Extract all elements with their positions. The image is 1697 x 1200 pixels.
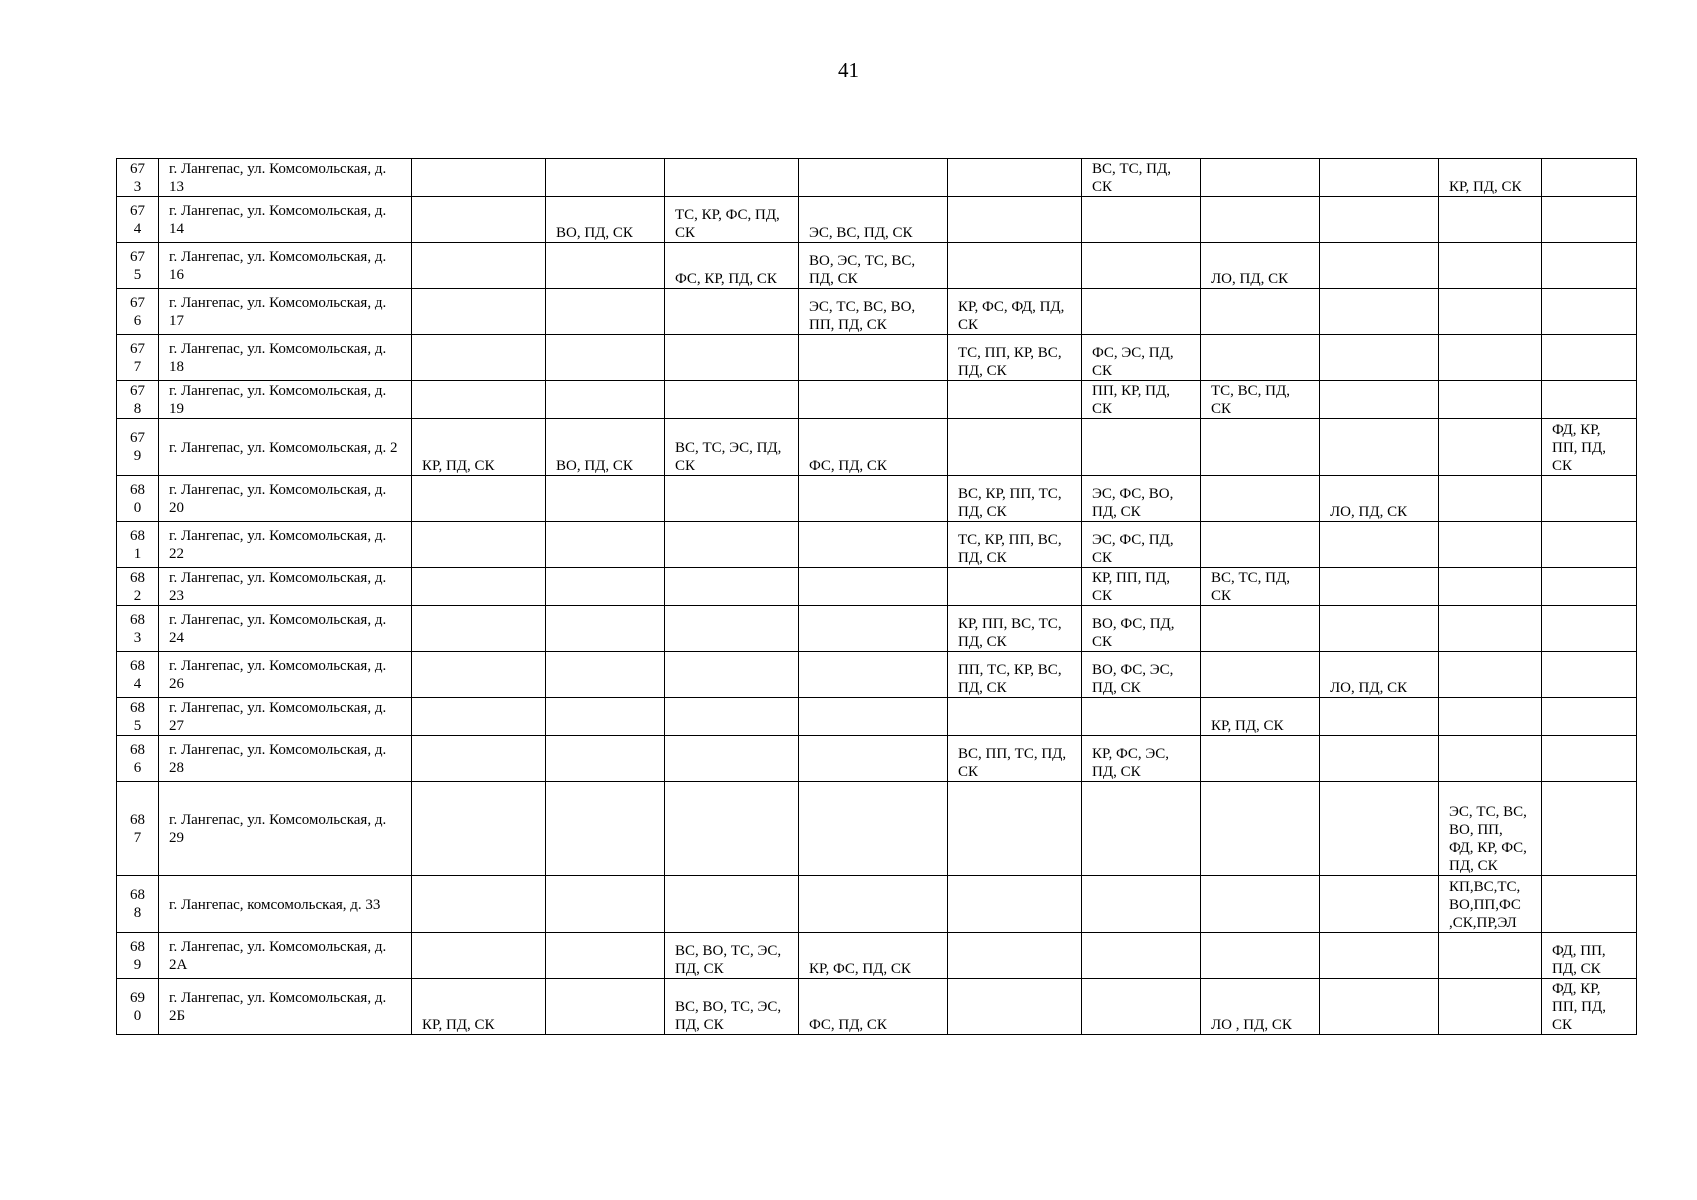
work-cell: ВС, ТС, ПД, СК bbox=[1201, 568, 1320, 606]
address-cell: г. Лангепас, ул. Комсомольская, д. 29 bbox=[159, 782, 412, 876]
work-cell bbox=[1201, 419, 1320, 476]
address-cell: г. Лангепас, комсомольская, д. 33 bbox=[159, 876, 412, 933]
work-cell bbox=[1542, 876, 1637, 933]
work-cell bbox=[412, 933, 546, 979]
work-cell: ЭС, ФС, ПД, СК bbox=[1082, 522, 1201, 568]
row-number: 67 3 bbox=[117, 159, 159, 197]
work-cell bbox=[1542, 652, 1637, 698]
work-cell: ЛО, ПД, СК bbox=[1320, 652, 1439, 698]
work-cell: ФС, ПД, СК bbox=[799, 419, 948, 476]
work-cell: КР, ПД, СК bbox=[412, 419, 546, 476]
work-cell bbox=[412, 476, 546, 522]
work-cell bbox=[948, 782, 1082, 876]
address-cell: г. Лангепас, ул. Комсомольская, д. 2Б bbox=[159, 979, 412, 1035]
work-cell bbox=[1542, 197, 1637, 243]
work-cell: ФД, КР, ПП, ПД, СК bbox=[1542, 419, 1637, 476]
work-cell bbox=[412, 782, 546, 876]
table-row bbox=[117, 876, 1637, 933]
work-cell bbox=[546, 243, 665, 289]
work-cell bbox=[1439, 568, 1542, 606]
work-cell: ФС, КР, ПД, СК bbox=[665, 243, 799, 289]
work-cell: КР, ФС, ПД, СК bbox=[799, 933, 948, 979]
work-cell: КР, ФС, ЭС, ПД, СК bbox=[1082, 736, 1201, 782]
work-cell: ВС, ПП, ТС, ПД, СК bbox=[948, 736, 1082, 782]
table-row bbox=[117, 289, 1637, 335]
work-cell: ВО, ПД, СК bbox=[546, 419, 665, 476]
work-cell bbox=[1320, 197, 1439, 243]
work-cell bbox=[948, 159, 1082, 197]
work-cell bbox=[1082, 289, 1201, 335]
work-cell bbox=[412, 243, 546, 289]
work-cell: ПП, КР, ПД, СК bbox=[1082, 381, 1201, 419]
work-cell bbox=[1320, 782, 1439, 876]
work-cell bbox=[948, 381, 1082, 419]
work-cell: ТС, ПП, КР, ВС, ПД, СК bbox=[948, 335, 1082, 381]
work-cell bbox=[1082, 419, 1201, 476]
work-cell: ЭС, ТС, ВС, ВО, ПП, ПД, СК bbox=[799, 289, 948, 335]
address-cell: г. Лангепас, ул. Комсомольская, д. 24 bbox=[159, 606, 412, 652]
work-cell bbox=[1082, 933, 1201, 979]
work-cell bbox=[948, 197, 1082, 243]
row-number: 68 7 bbox=[117, 782, 159, 876]
table-row bbox=[117, 782, 1637, 876]
work-cell bbox=[1082, 698, 1201, 736]
work-cell bbox=[546, 606, 665, 652]
work-cell bbox=[1542, 476, 1637, 522]
work-cell bbox=[799, 876, 948, 933]
work-cell bbox=[546, 476, 665, 522]
work-cell bbox=[412, 159, 546, 197]
work-cell bbox=[665, 782, 799, 876]
work-cell bbox=[1439, 335, 1542, 381]
row-number: 69 0 bbox=[117, 979, 159, 1035]
work-cell bbox=[1542, 736, 1637, 782]
work-cell: ЭС, ФС, ВО, ПД, СК bbox=[1082, 476, 1201, 522]
work-cell bbox=[1201, 335, 1320, 381]
work-cell: КП,ВС,ТС, ВО,ПП,ФС ,СК,ПР,ЭЛ bbox=[1439, 876, 1542, 933]
work-cell bbox=[665, 606, 799, 652]
work-cell: ВО, ФС, ПД, СК bbox=[1082, 606, 1201, 652]
work-cell: ТС, КР, ФС, ПД, СК bbox=[665, 197, 799, 243]
work-cell: ФС, ПД, СК bbox=[799, 979, 948, 1035]
row-number: 67 5 bbox=[117, 243, 159, 289]
work-cell bbox=[665, 335, 799, 381]
address-cell: г. Лангепас, ул. Комсомольская, д. 13 bbox=[159, 159, 412, 197]
work-cell bbox=[546, 568, 665, 606]
table-row bbox=[117, 197, 1637, 243]
work-cell: ВС, КР, ПП, ТС, ПД, СК bbox=[948, 476, 1082, 522]
table-row bbox=[117, 933, 1637, 979]
address-cell: г. Лангепас, ул. Комсомольская, д. 18 bbox=[159, 335, 412, 381]
table-row bbox=[117, 652, 1637, 698]
work-cell: ВО, ПД, СК bbox=[546, 197, 665, 243]
work-cell bbox=[799, 335, 948, 381]
row-number: 68 1 bbox=[117, 522, 159, 568]
row-number: 68 5 bbox=[117, 698, 159, 736]
table-row bbox=[117, 476, 1637, 522]
work-cell bbox=[948, 933, 1082, 979]
work-cell: ВС, ВО, ТС, ЭС, ПД, СК bbox=[665, 979, 799, 1035]
work-cell: ЛО , ПД, СК bbox=[1201, 979, 1320, 1035]
work-cell bbox=[1439, 197, 1542, 243]
row-number: 67 4 bbox=[117, 197, 159, 243]
row-number: 67 6 bbox=[117, 289, 159, 335]
work-cell bbox=[1082, 782, 1201, 876]
address-cell: г. Лангепас, ул. Комсомольская, д. 27 bbox=[159, 698, 412, 736]
work-cell bbox=[665, 476, 799, 522]
row-number: 68 4 bbox=[117, 652, 159, 698]
work-cell bbox=[546, 335, 665, 381]
work-cell: ЛО, ПД, СК bbox=[1201, 243, 1320, 289]
work-cell bbox=[1320, 381, 1439, 419]
work-cell bbox=[1439, 476, 1542, 522]
row-number: 68 6 bbox=[117, 736, 159, 782]
work-cell bbox=[1320, 979, 1439, 1035]
table-row bbox=[117, 568, 1637, 606]
work-cell: КР, ПД, СК bbox=[1439, 159, 1542, 197]
work-cell bbox=[1320, 289, 1439, 335]
work-cell bbox=[1201, 197, 1320, 243]
work-cell: ТС, ВС, ПД, СК bbox=[1201, 381, 1320, 419]
work-cell bbox=[948, 243, 1082, 289]
work-cell bbox=[412, 736, 546, 782]
work-cell bbox=[665, 736, 799, 782]
work-cell bbox=[948, 876, 1082, 933]
address-cell: г. Лангепас, ул. Комсомольская, д. 17 bbox=[159, 289, 412, 335]
work-cell: ФД, ПП, ПД, СК bbox=[1542, 933, 1637, 979]
work-cell bbox=[665, 652, 799, 698]
work-cell bbox=[1201, 289, 1320, 335]
work-cell bbox=[1201, 522, 1320, 568]
work-cell bbox=[799, 568, 948, 606]
work-cell bbox=[412, 197, 546, 243]
table-row bbox=[117, 335, 1637, 381]
work-cell bbox=[665, 698, 799, 736]
work-cell bbox=[546, 522, 665, 568]
row-number: 68 8 bbox=[117, 876, 159, 933]
address-cell: г. Лангепас, ул. Комсомольская, д. 26 bbox=[159, 652, 412, 698]
row-number: 67 7 bbox=[117, 335, 159, 381]
work-cell bbox=[665, 522, 799, 568]
work-cell: ВО, ЭС, ТС, ВС, ПД, СК bbox=[799, 243, 948, 289]
work-cell bbox=[1542, 782, 1637, 876]
table-row bbox=[117, 419, 1637, 476]
work-cell bbox=[1542, 159, 1637, 197]
work-cell bbox=[1320, 568, 1439, 606]
work-cell bbox=[1439, 289, 1542, 335]
work-cell bbox=[1439, 381, 1542, 419]
work-cell: КР, ФС, ФД, ПД, СК bbox=[948, 289, 1082, 335]
work-cell bbox=[1542, 698, 1637, 736]
work-cell bbox=[1201, 933, 1320, 979]
work-cell bbox=[546, 736, 665, 782]
table-row bbox=[117, 698, 1637, 736]
work-cell bbox=[799, 698, 948, 736]
work-cell bbox=[799, 159, 948, 197]
work-cell bbox=[412, 289, 546, 335]
work-cell bbox=[1542, 522, 1637, 568]
address-cell: г. Лангепас, ул. Комсомольская, д. 28 bbox=[159, 736, 412, 782]
work-cell: КР, ПП, ПД, СК bbox=[1082, 568, 1201, 606]
work-cell bbox=[1439, 979, 1542, 1035]
row-number: 68 2 bbox=[117, 568, 159, 606]
work-cell bbox=[412, 522, 546, 568]
work-cell: КР, ПП, ВС, ТС, ПД, СК bbox=[948, 606, 1082, 652]
work-cell bbox=[546, 289, 665, 335]
work-cell bbox=[1542, 606, 1637, 652]
work-cell bbox=[1439, 522, 1542, 568]
work-cell bbox=[799, 381, 948, 419]
work-cell bbox=[1201, 606, 1320, 652]
work-cell: ВС, ТС, ЭС, ПД, СК bbox=[665, 419, 799, 476]
row-number: 68 9 bbox=[117, 933, 159, 979]
table-row bbox=[117, 522, 1637, 568]
table-row bbox=[117, 606, 1637, 652]
address-cell: г. Лангепас, ул. Комсомольская, д. 19 bbox=[159, 381, 412, 419]
table-row bbox=[117, 381, 1637, 419]
work-cell bbox=[412, 652, 546, 698]
work-cell bbox=[1542, 289, 1637, 335]
address-cell: г. Лангепас, ул. Комсомольская, д. 2 bbox=[159, 419, 412, 476]
work-cell bbox=[1542, 243, 1637, 289]
work-cell bbox=[1439, 419, 1542, 476]
row-number: 67 8 bbox=[117, 381, 159, 419]
row-number: 68 0 bbox=[117, 476, 159, 522]
work-cell bbox=[546, 979, 665, 1035]
work-cell bbox=[948, 419, 1082, 476]
work-cell: ВС, ТС, ПД, СК bbox=[1082, 159, 1201, 197]
work-cell bbox=[546, 381, 665, 419]
address-cell: г. Лангепас, ул. Комсомольская, д. 22 bbox=[159, 522, 412, 568]
work-cell bbox=[799, 522, 948, 568]
work-cell bbox=[1439, 698, 1542, 736]
work-cell bbox=[1201, 159, 1320, 197]
work-cell bbox=[546, 652, 665, 698]
address-cell: г. Лангепас, ул. Комсомольская, д. 16 bbox=[159, 243, 412, 289]
work-cell: ФС, ЭС, ПД, СК bbox=[1082, 335, 1201, 381]
work-cell bbox=[1320, 698, 1439, 736]
address-cell: г. Лангепас, ул. Комсомольская, д. 14 bbox=[159, 197, 412, 243]
work-cell bbox=[546, 159, 665, 197]
work-cell bbox=[1320, 335, 1439, 381]
work-cell bbox=[412, 381, 546, 419]
work-cell bbox=[1439, 243, 1542, 289]
work-cell bbox=[948, 698, 1082, 736]
work-cell bbox=[665, 289, 799, 335]
work-cell bbox=[799, 606, 948, 652]
table-row bbox=[117, 159, 1637, 197]
address-cell: г. Лангепас, ул. Комсомольская, д. 2А bbox=[159, 933, 412, 979]
work-cell bbox=[1320, 606, 1439, 652]
work-cell: ЛО, ПД, СК bbox=[1320, 476, 1439, 522]
row-number: 67 9 bbox=[117, 419, 159, 476]
work-cell bbox=[546, 933, 665, 979]
work-cell bbox=[412, 698, 546, 736]
work-cell: ВС, ВО, ТС, ЭС, ПД, СК bbox=[665, 933, 799, 979]
work-cell bbox=[948, 568, 1082, 606]
work-cell bbox=[1542, 381, 1637, 419]
work-cell bbox=[412, 335, 546, 381]
work-cell bbox=[1201, 782, 1320, 876]
work-cell bbox=[1201, 652, 1320, 698]
work-cell: ФД, КР, ПП, ПД, СК bbox=[1542, 979, 1637, 1035]
work-cell bbox=[412, 606, 546, 652]
work-cell bbox=[1082, 876, 1201, 933]
work-cell bbox=[1320, 876, 1439, 933]
work-cell: КР, ПД, СК bbox=[412, 979, 546, 1035]
work-cell bbox=[1320, 736, 1439, 782]
table-row bbox=[117, 979, 1637, 1035]
table-row bbox=[117, 243, 1637, 289]
work-cell bbox=[948, 979, 1082, 1035]
work-cell bbox=[1201, 876, 1320, 933]
table-row bbox=[117, 736, 1637, 782]
work-cell bbox=[1439, 736, 1542, 782]
work-cell bbox=[546, 876, 665, 933]
work-cell: КР, ПД, СК bbox=[1201, 698, 1320, 736]
work-cell bbox=[665, 568, 799, 606]
work-cell bbox=[1542, 335, 1637, 381]
work-cell: ВО, ФС, ЭС, ПД, СК bbox=[1082, 652, 1201, 698]
work-cell bbox=[1320, 933, 1439, 979]
work-cell bbox=[799, 652, 948, 698]
work-cell: ПП, ТС, КР, ВС, ПД, СК bbox=[948, 652, 1082, 698]
work-cell bbox=[412, 876, 546, 933]
work-cell bbox=[1320, 522, 1439, 568]
work-cell: ЭС, ВС, ПД, СК bbox=[799, 197, 948, 243]
work-cell bbox=[412, 568, 546, 606]
page-number: 41 bbox=[838, 58, 859, 82]
address-cell: г. Лангепас, ул. Комсомольская, д. 20 bbox=[159, 476, 412, 522]
work-cell bbox=[665, 381, 799, 419]
work-cell bbox=[665, 876, 799, 933]
row-number: 68 3 bbox=[117, 606, 159, 652]
work-cell bbox=[1201, 736, 1320, 782]
work-schedule-table bbox=[116, 158, 1637, 1035]
work-cell bbox=[1320, 159, 1439, 197]
address-cell: г. Лангепас, ул. Комсомольская, д. 23 bbox=[159, 568, 412, 606]
work-cell bbox=[799, 476, 948, 522]
work-cell bbox=[1542, 568, 1637, 606]
work-cell: ЭС, ТС, ВС, ВО, ПП, ФД, КР, ФС, ПД, СК bbox=[1439, 782, 1542, 876]
work-cell bbox=[546, 698, 665, 736]
work-cell bbox=[1320, 243, 1439, 289]
work-cell bbox=[1439, 606, 1542, 652]
work-cell bbox=[1082, 197, 1201, 243]
work-cell: ТС, КР, ПП, ВС, ПД, СК bbox=[948, 522, 1082, 568]
work-cell bbox=[1320, 419, 1439, 476]
work-cell bbox=[1082, 979, 1201, 1035]
work-cell bbox=[1082, 243, 1201, 289]
work-cell bbox=[1439, 652, 1542, 698]
work-cell bbox=[799, 782, 948, 876]
work-cell bbox=[546, 782, 665, 876]
work-cell bbox=[1201, 476, 1320, 522]
work-cell bbox=[665, 159, 799, 197]
work-cell bbox=[1439, 933, 1542, 979]
work-cell bbox=[799, 736, 948, 782]
